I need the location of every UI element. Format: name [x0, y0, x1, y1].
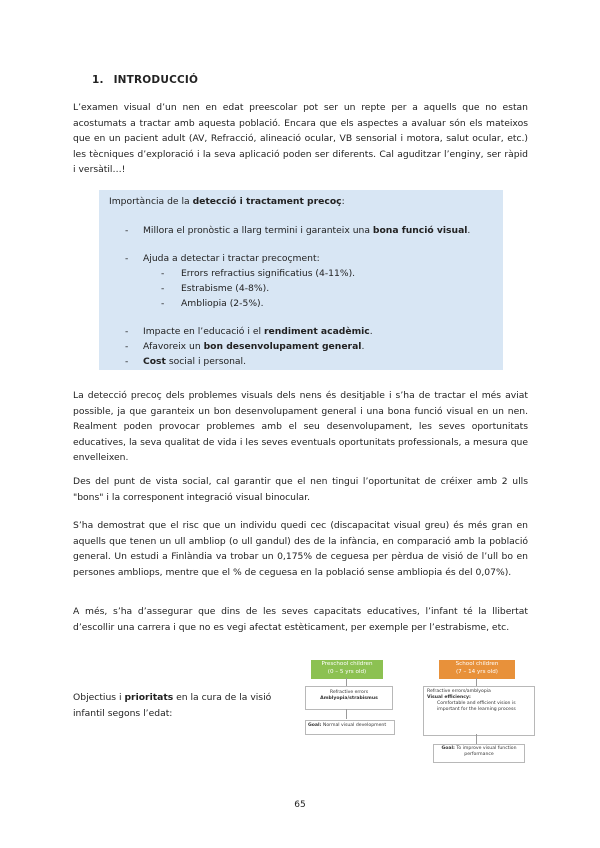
paragraph-early-detection: La detecció precoç dels problemes visuals dels nens és desitjable i s’ha de tractar el més aviat possible, ja que garanteix un bon desenvolupament general i una bona funció visual en un nen. Realment poden provocar problemes amb el seu desenvolupament, les seves oportunitats educatives, la seva qualitat de vida i les seves eventuals oportunitats professionals, a mesura que envelleixen.: [73, 390, 528, 464]
box-title: Importància de la detecció i tractament precoç:: [109, 196, 345, 207]
school-connector: [476, 678, 477, 686]
paragraph-education: A més, s’ha d’assegurar que dins de les seves capacitats educatives, l’infant té la llibertat d’escollir una carrera i que no es vegi afectat estèticament, per exemple per l’estrabisme, etc.: [73, 606, 528, 633]
section-number: 1.: [92, 74, 104, 86]
page-number: 65: [294, 800, 306, 810]
vision-priorities-diagram: [305, 660, 545, 770]
preschool-content-box: Refractive errors Amblyopia/strabismus: [305, 686, 393, 710]
preschool-goal-box: Goal: Normal visual development: [305, 720, 395, 735]
paragraph-risk: S’ha demostrat que el risc que un individu quedi cec (discapacitat visual greu) és més gran en aquells que tenen un ull ambliop (o ull gandul) des de la infància, en comparació amb la població general. Un estudi a Finlàndia va trobar un 0,175% de ceguesa per pèrdua de visió de l’ull bo en persones ambliops, mentre que el % de ceguesa en la població sense ambliopia és del 0,07%).: [73, 520, 528, 578]
preschool-header: Preschool children (0 – 5 yrs old): [311, 660, 383, 679]
school-goal-box: Goal: To improve visual function performance: [433, 744, 525, 763]
paragraph-social: Des del punt de vista social, cal garantir que el nen tingui l’oportunitat de créixer amb 2 ulls "bons" i la corresponent integració visual binocular.: [73, 476, 528, 503]
school-goal-connector: [476, 734, 477, 744]
importance-box: Importància de la detecció i tractament precoç: - Millora el pronòstic a llarg termini i garanteix una bona funció visual. - Ajuda a detectar i tractar precoçment: - Errors refractius significatius (4-11%). - Estrabisme (4-8%). - Ambliopia (2-5%). - Impacte en l’educació i el rendiment acadèmic. - Afavoreix un bon desenvolupament general. - Cost social i personal.: [99, 190, 503, 370]
school-header: School children (7 – 14 yrs old): [439, 660, 515, 679]
objectives-label: Objectius i prioritats en la cura de la visió infantil segons l’edat:: [73, 692, 272, 719]
preschool-connector: [346, 678, 347, 686]
section-title: INTRODUCCIÓ: [113, 74, 199, 86]
school-content-box: Refractive errors/amblyopia Visual efficiency: Comfortable and efficient vision is important for the learning process: [423, 686, 535, 736]
preschool-goal-connector: [346, 709, 347, 719]
intro-paragraph: L’examen visual d’un nen en edat preescolar pot ser un repte per a aquells que no estan acostumats a tractar amb aquesta població. Encara que els aspectes a avaluar són els mateixos que en un pacient adult (AV, Refracció, alineació ocular, VB sensorial i motora, salut ocular, etc.) les tècniques d’exploració i la seva aplicació poden ser diferents. Cal aguditzar l’enginy, ser ràpid i versàtil…!: [73, 102, 528, 176]
section-heading: [92, 74, 198, 86]
